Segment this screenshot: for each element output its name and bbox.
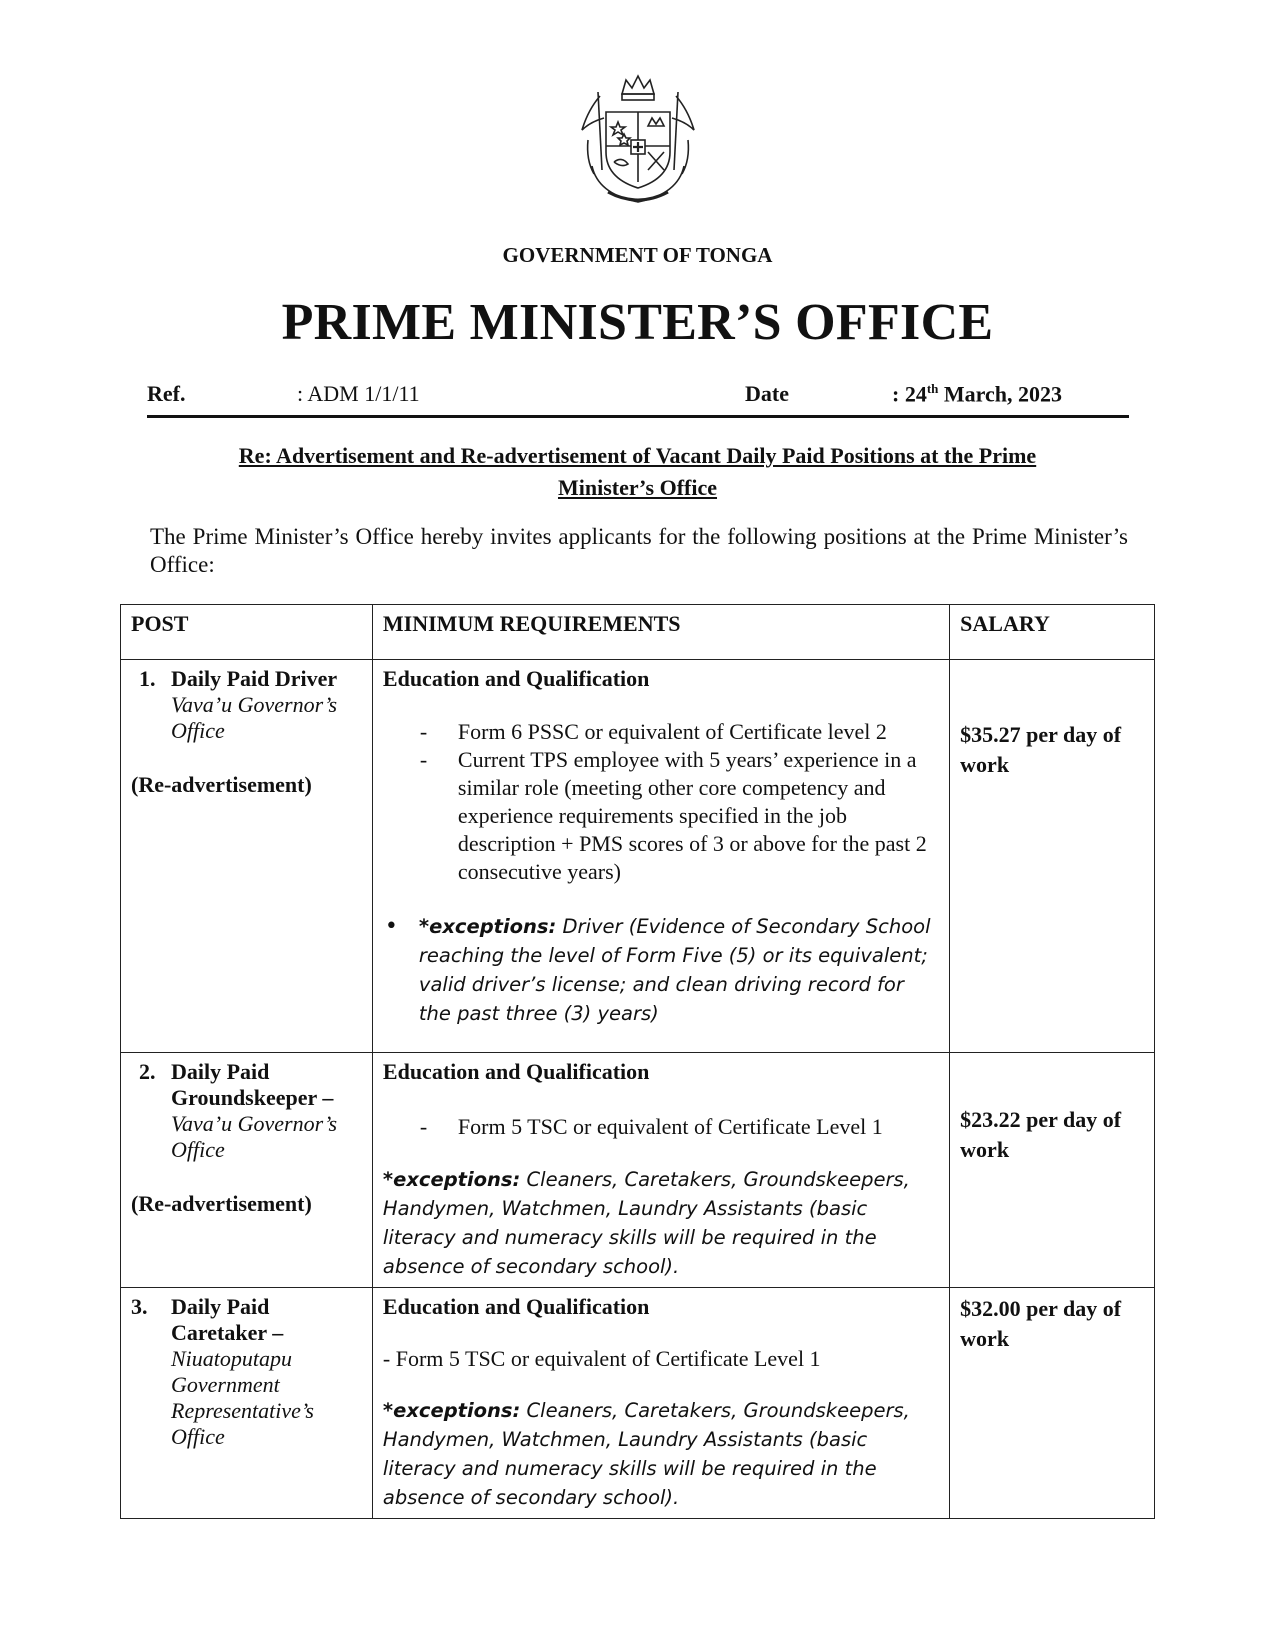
subject-line-2: Minister’s Office: [557, 475, 718, 500]
salary-cell: [950, 1288, 1155, 1519]
table-row: [121, 1053, 1155, 1288]
post-note: (Re-advertisement): [131, 772, 312, 797]
positions-table: [120, 604, 1155, 1519]
requirements-cell: [372, 660, 949, 1053]
requirements-heading: Education and Qualification: [382, 666, 650, 691]
ref-value: : ADM 1/1/11: [297, 381, 420, 406]
post-cell: [121, 1053, 373, 1288]
post-title: Daily Paid Caretaker –: [171, 1294, 284, 1345]
post-number: 2.: [139, 1059, 156, 1084]
post-office: Niuatoputapu Government Representative’s Office: [171, 1346, 314, 1449]
table-row: [121, 660, 1155, 1053]
post-cell: [121, 1288, 373, 1519]
office-title: PRIME MINISTER’S OFFICE: [281, 294, 994, 351]
date-label: Date: [745, 381, 789, 406]
post-number: 3.: [131, 1294, 148, 1319]
salary-value: $35.27 per day of work: [960, 722, 1122, 777]
requirement-item: - Current TPS employee with 5 years’ experience in a similar role (meeting other core competency and experience requirements specified in the job description + PMS scores of 3 or above for the past 2 consecutive years): [383, 746, 939, 886]
government-name: GOVERNMENT OF TONGA: [502, 243, 773, 267]
reference-line: [147, 381, 1129, 418]
post-title: Daily Paid Groundskeeper –: [171, 1059, 334, 1110]
salary-value: $23.22 per day of work: [960, 1107, 1122, 1162]
requirement-item: - Form 6 PSSC or equivalent of Certificate level 2: [383, 718, 939, 746]
salary-cell: [950, 660, 1155, 1053]
requirements-cell: [372, 1053, 949, 1288]
exceptions-note: *exceptions: Cleaners, Caretakers, Groundskeepers, Handymen, Watchmen, Laundry Assistants (basic literacy and numeracy skills will be required in the absence of secondary school).: [382, 1399, 910, 1509]
post-office: Vava’u Governor’s Office: [171, 692, 337, 743]
ref-label: Ref.: [147, 381, 186, 406]
post-office: Vava’u Governor’s Office: [171, 1111, 337, 1162]
post-note: (Re-advertisement): [131, 1191, 312, 1216]
column-header-post: POST: [121, 605, 373, 660]
table-row: [121, 1288, 1155, 1519]
exceptions-note: • *exceptions: Driver (Evidence of Secondary School reaching the level of Form Five (5) or its equivalent; valid driver’s license; and clean driving record for the past three (3) years): [383, 912, 939, 1028]
salary-cell: [950, 1053, 1155, 1288]
requirement-item: - Form 5 TSC or equivalent of Certificate Level 1: [382, 1346, 821, 1371]
requirements-cell: [372, 1288, 949, 1519]
table-header-row: [121, 605, 1155, 660]
post-number: 1.: [139, 666, 156, 691]
exceptions-note: *exceptions: Cleaners, Caretakers, Groundskeepers, Handymen, Watchmen, Laundry Assistants (basic literacy and numeracy skills will be required in the absence of secondary school).: [382, 1168, 910, 1278]
column-header-requirements: MINIMUM REQUIREMENTS: [372, 605, 949, 660]
requirements-heading: Education and Qualification: [382, 1059, 650, 1084]
requirement-item: - Form 5 TSC or equivalent of Certificate Level 1: [383, 1113, 939, 1141]
date-value: : 24th March, 2023: [892, 381, 1063, 407]
post-title: Daily Paid Driver: [171, 666, 338, 691]
subject-line-1: Re: Advertisement and Re-advertisement of Vacant Daily Paid Positions at the Prime: [238, 443, 1037, 468]
requirements-heading: Education and Qualification: [382, 1294, 650, 1319]
column-header-salary: SALARY: [950, 605, 1155, 660]
coat-of-arms-icon: [568, 70, 708, 210]
salary-value: $32.00 per day of work: [960, 1296, 1122, 1351]
post-cell: [121, 660, 373, 1053]
subject-line: [180, 440, 1095, 504]
intro-paragraph: The Prime Minister’s Office hereby invites applicants for the following positions at the Prime Minister’s Office:: [150, 524, 1128, 577]
